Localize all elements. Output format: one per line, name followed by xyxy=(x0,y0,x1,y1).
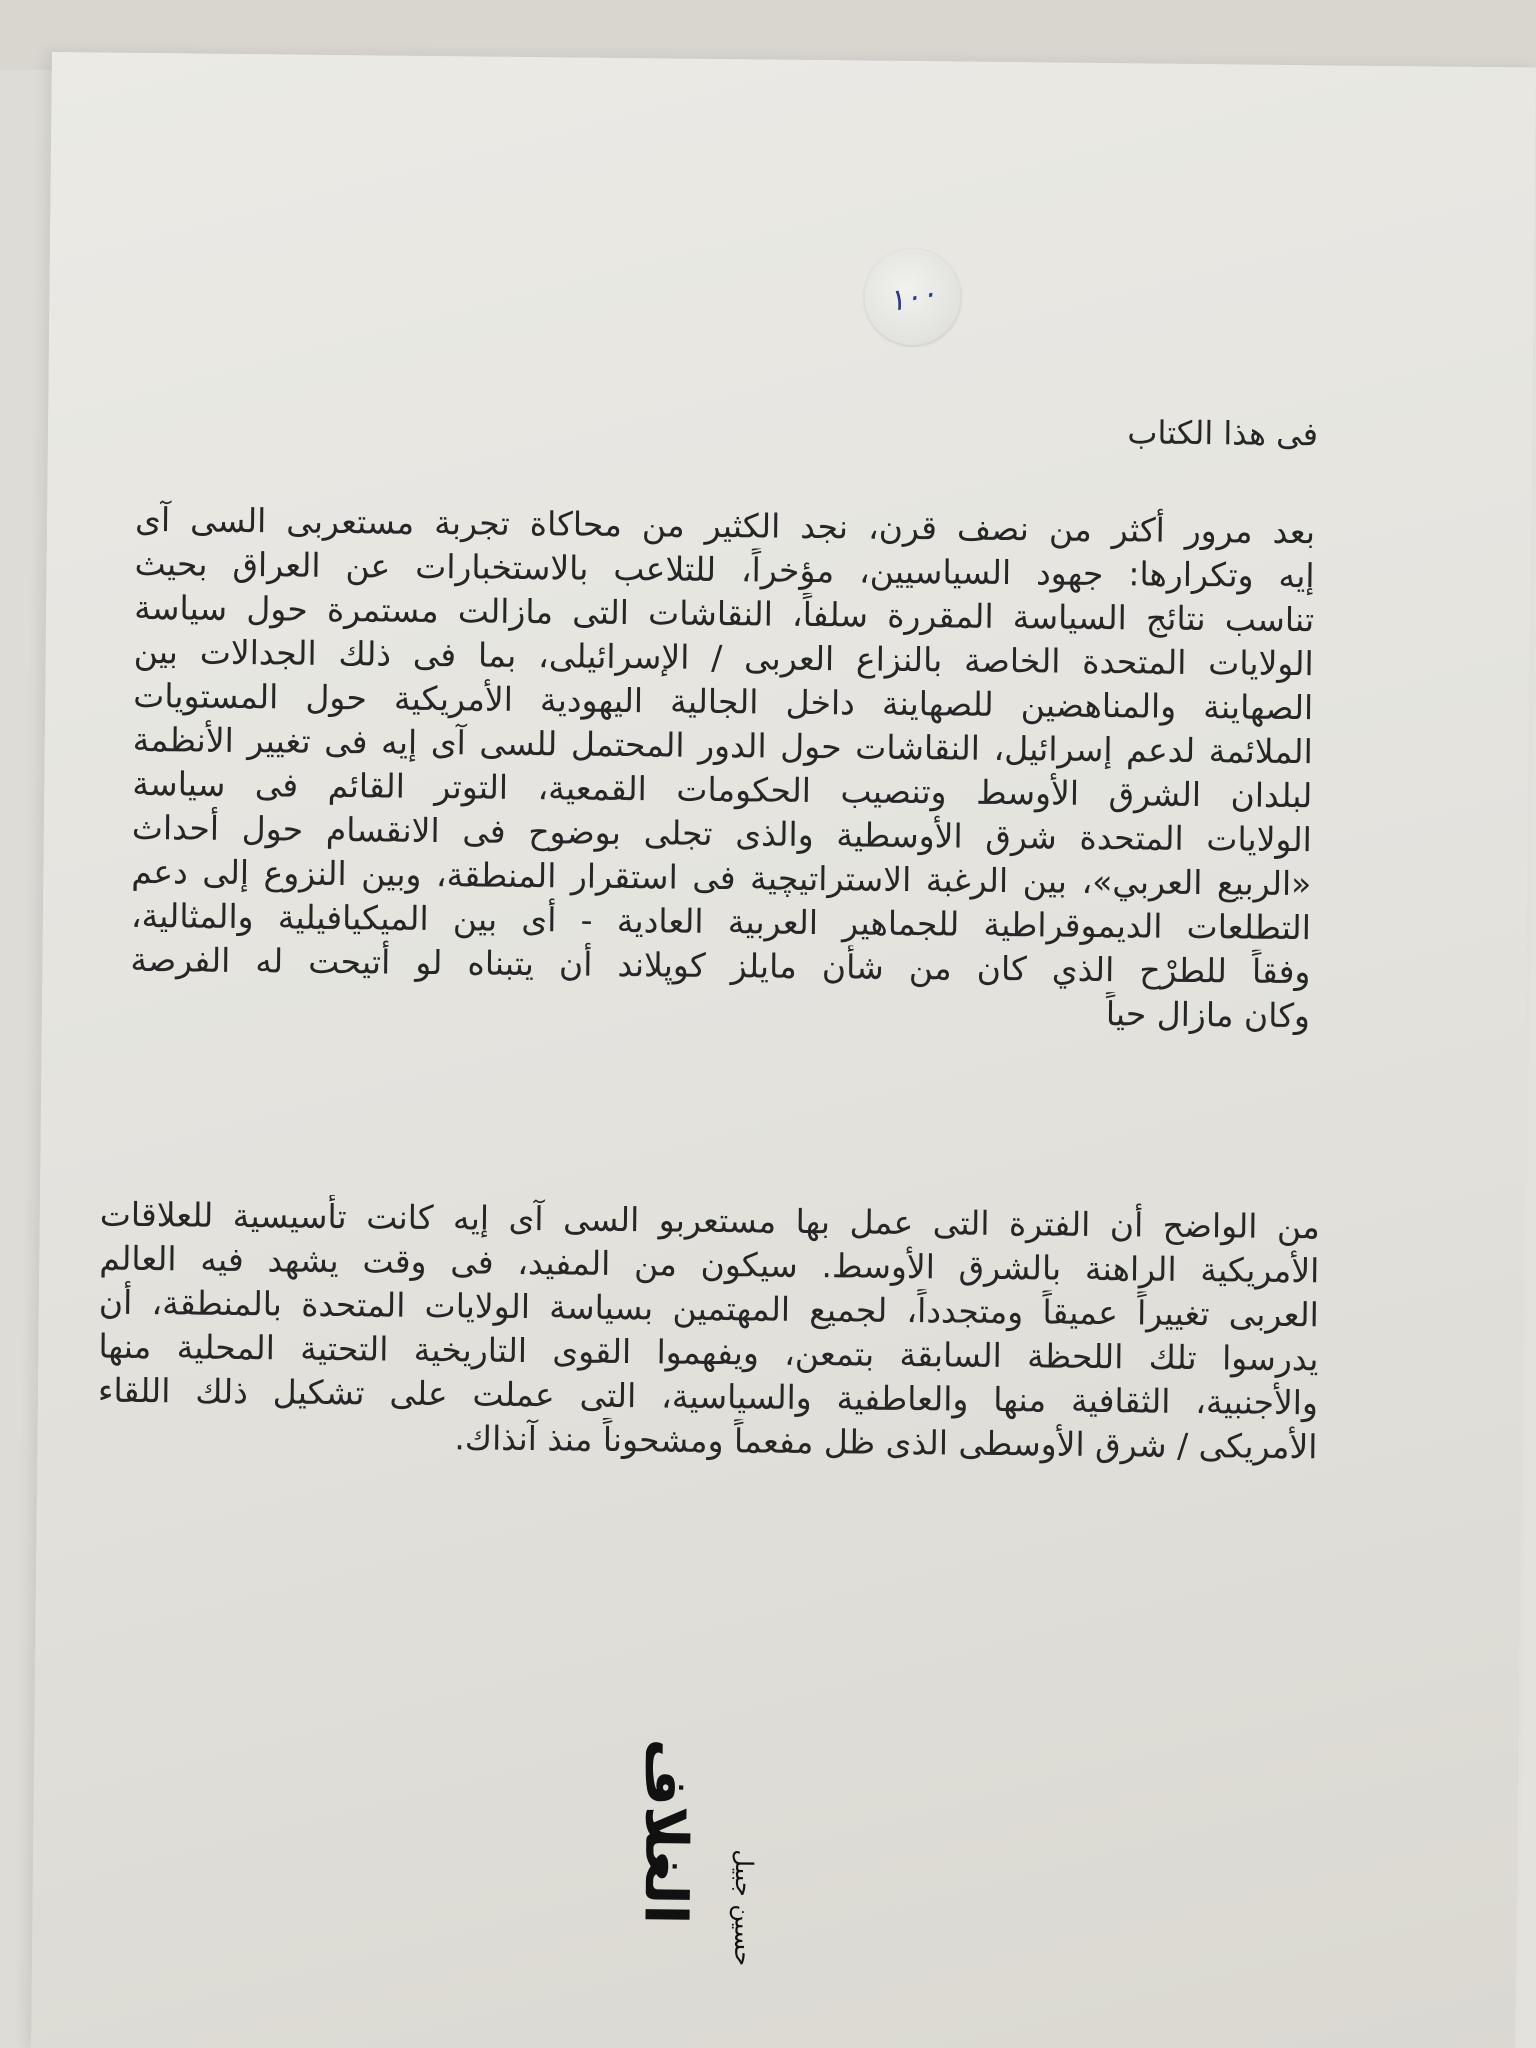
paragraph-1-line: لبلدان الشرق الأوسط وتنصيب الحكومات القمعية، التوتر القائم فى سياسة xyxy=(132,763,1313,816)
paragraph-1-line: وكان مازال حياً xyxy=(1105,994,1311,1036)
paragraph-1-line: إيه وتكرارها: جهود السياسيين، مؤخراً، للتلاعب بالاستخبارات عن العراق بحيث xyxy=(134,543,1315,596)
price-text: ١٠٠ xyxy=(885,275,940,319)
paragraph-1-line: الولايات المتحدة الخاصة بالنزاع العربى / الإسرائيلى، بما فى ذلك الجدالات بين xyxy=(133,631,1314,684)
paragraph-1 xyxy=(130,498,1315,1038)
paragraph-2 xyxy=(97,1193,1320,1470)
publisher-logo-subtitle: حسين جبيل xyxy=(728,1849,759,1967)
publisher-logo xyxy=(631,1699,830,2001)
paragraph-1-line: التطلعات الديموقراطية للجماهير العربية العادية - أى بين الميكيافيلية والمثالية، xyxy=(130,895,1312,948)
section-heading: فى هذا الكتاب xyxy=(1127,413,1319,454)
paragraph-1-line: تناسب نتائج السياسة المقررة سلفاً، النقاشات التى مازالت مستمرة حول سياسة xyxy=(133,587,1315,640)
price-sticker xyxy=(856,240,969,353)
publisher-logo-name: الغلاف xyxy=(631,1738,702,1925)
paragraph-1-line: الصهاينة والمناهضين للصهاينة داخل الجالية اليهودية الأمريكية حول المستويات xyxy=(133,675,1314,728)
paragraph-1-line: بعد مرور أكثر من نصف قرن، نجد الكثير من محاكاة تجربة مستعربى السى آى xyxy=(134,499,1316,552)
paragraph-1-line: «الربيع العربي»، بين الرغبة الاستراتيچية فى استقرار المنطقة، وبين النزوع إلى دعم xyxy=(131,851,1312,904)
paragraph-2-line: من الواضح أن الفترة التى عمل بها مستعربو السى آى إيه كانت تأسيسية للعلاقات xyxy=(99,1194,1320,1247)
book-back-cover xyxy=(31,52,1536,2048)
paragraph-2-line: العربى تغييراً عميقاً ومتجدداً، لجميع المهتمين بسياسة الولايات المتحدة بالمنطقة، أن xyxy=(98,1282,1320,1335)
paragraph-2-line: يدرسوا تلك اللحظة السابقة بتمعن، ويفهموا القوى التاريخية التحتية المحلية منها xyxy=(98,1326,1319,1379)
paragraph-2-line: الأمريكى / شرق الأوسطى الذى ظل مفعماً ومشحوناً منذ آنذاك. xyxy=(454,1418,1318,1467)
paragraph-1-line: وفقاً للطرْح الذي كان من شأن مايلز كوپلاند أن يتبناه لو أتيحت له الفرصة xyxy=(130,939,1311,992)
paragraph-2-line: الأمريكية الراهنة بالشرق الأوسط. سيكون من المفيد، فى وقت يشهد فيه العالم xyxy=(99,1238,1320,1291)
paragraph-1-line: الولايات المتحدة شرق الأوسطية والذى تجلى بوضوح فى الانقسام حول أحداث xyxy=(131,807,1313,860)
paragraph-1-line: الملائمة لدعم إسرائيل، النقاشات حول الدور المحتمل للسى آى إيه فى تغيير الأنظمة xyxy=(132,719,1313,772)
paragraph-2-line: والأجنبية، الثقافية منها والعاطفية والسياسية، التى عملت على تشكيل ذلك اللقاء xyxy=(97,1370,1319,1423)
